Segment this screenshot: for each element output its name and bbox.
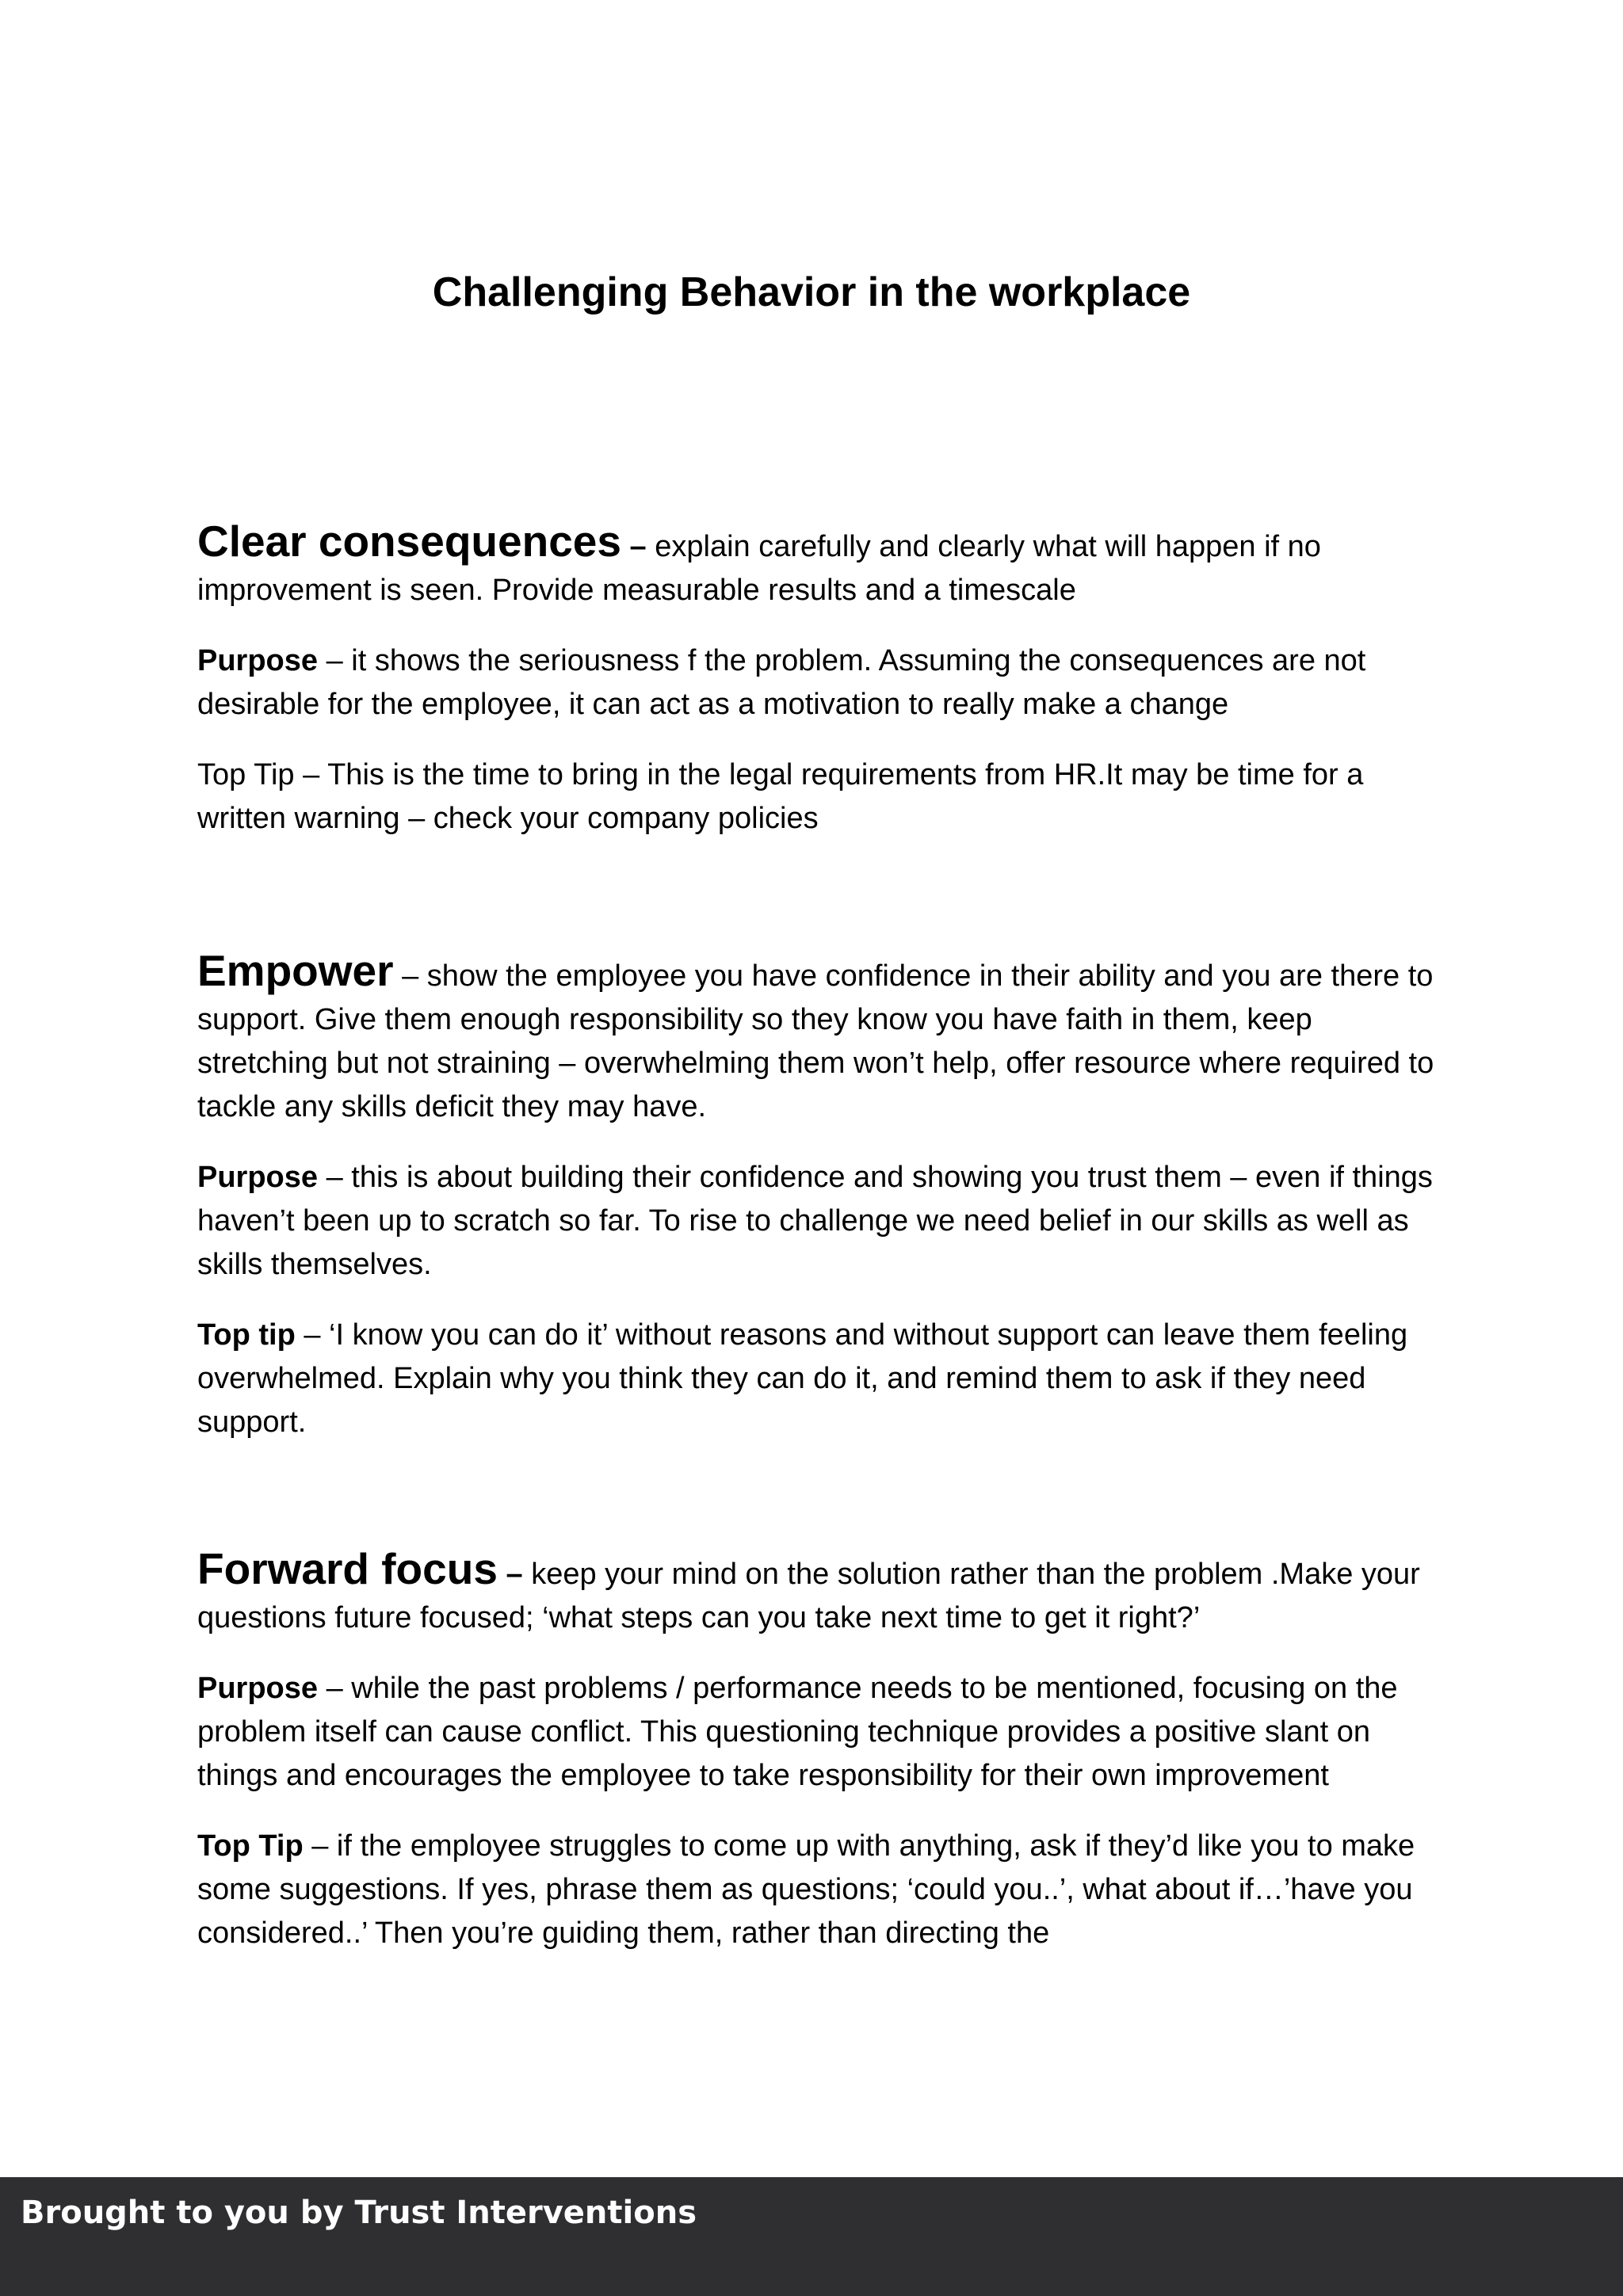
purpose-label: Purpose <box>197 1672 319 1705</box>
top-tip-paragraph <box>197 1825 1442 1955</box>
heading-dash: – <box>497 1558 523 1591</box>
top-tip-text: – if the employee struggles to come up with anything, ask if they’d like you to make some suggestions. If yes, phrase them as questions; ‘could you..’, what about if…’have you considered..’ Then you’re guiding them, rather than directing the <box>197 1829 1415 1950</box>
top-tip-label: Top Tip <box>197 758 295 791</box>
purpose-paragraph <box>197 1667 1442 1798</box>
section-empower <box>197 946 1442 1471</box>
top-tip-text: – ‘I know you can do it’ without reasons and without support can leave them feeling overwhelmed. Explain why you think they can do it, and remind them to ask if they need support. <box>197 1318 1408 1439</box>
purpose-label: Purpose <box>197 1161 319 1194</box>
intro-text: – show the employee you have confidence in their ability and you are there to support. Give them enough responsibility so they know you have faith in them, keep stretching but not straining – overwhelming them won’t help, offer resource where required to tackle any skills deficit they may have. <box>197 959 1434 1123</box>
intro-text: keep your mind on the solution rather than the problem .Make your questions future focused; ‘what steps can you take next time to get it right?’ <box>197 1558 1420 1634</box>
purpose-text: – it shows the seriousness f the problem. Assuming the consequences are not desirable for the employee, it can act as a motivation to really make a change <box>197 644 1366 721</box>
heading-dash: – <box>621 530 647 563</box>
purpose-text: – while the past problems / performance needs to be mentioned, focusing on the problem itself can cause conflict. This questioning technique provides a positive slant on things and encourages the employee to take responsibility for their own improvement <box>197 1672 1398 1792</box>
purpose-text: – this is about building their confidence and showing you trust them – even if things haven’t been up to scratch so far. To rise to challenge we need belief in our skills as well as skills themselves. <box>197 1161 1433 1281</box>
top-tip-label: Top tip <box>197 1318 296 1352</box>
section-intro <box>197 517 1442 612</box>
intro-text: explain carefully and clearly what will happen if no improvement is seen. Provide measurable results and a timescale <box>197 530 1321 607</box>
footer-bar <box>0 2177 1623 2296</box>
section-forward-focus <box>197 1544 1442 1982</box>
document-title: Challenging Behavior in the workplace <box>432 269 1191 315</box>
top-tip-text: – This is the time to bring in the legal requirements from HR.It may be time for a written warning – check your company policies <box>197 758 1364 835</box>
purpose-label: Purpose <box>197 644 319 677</box>
section-heading: Empower <box>197 946 394 995</box>
section-clear-consequences <box>197 517 1442 868</box>
section-intro <box>197 946 1442 1129</box>
section-heading: Clear consequences <box>197 517 621 566</box>
purpose-paragraph <box>197 639 1442 727</box>
section-intro <box>197 1544 1442 1640</box>
section-heading: Forward focus <box>197 1544 498 1593</box>
top-tip-label: Top Tip <box>197 1829 304 1863</box>
top-tip-paragraph <box>197 753 1442 841</box>
purpose-paragraph <box>197 1156 1442 1287</box>
top-tip-paragraph <box>197 1314 1442 1444</box>
footer-credit: Brought to you by Trust Interventions <box>21 2195 697 2231</box>
